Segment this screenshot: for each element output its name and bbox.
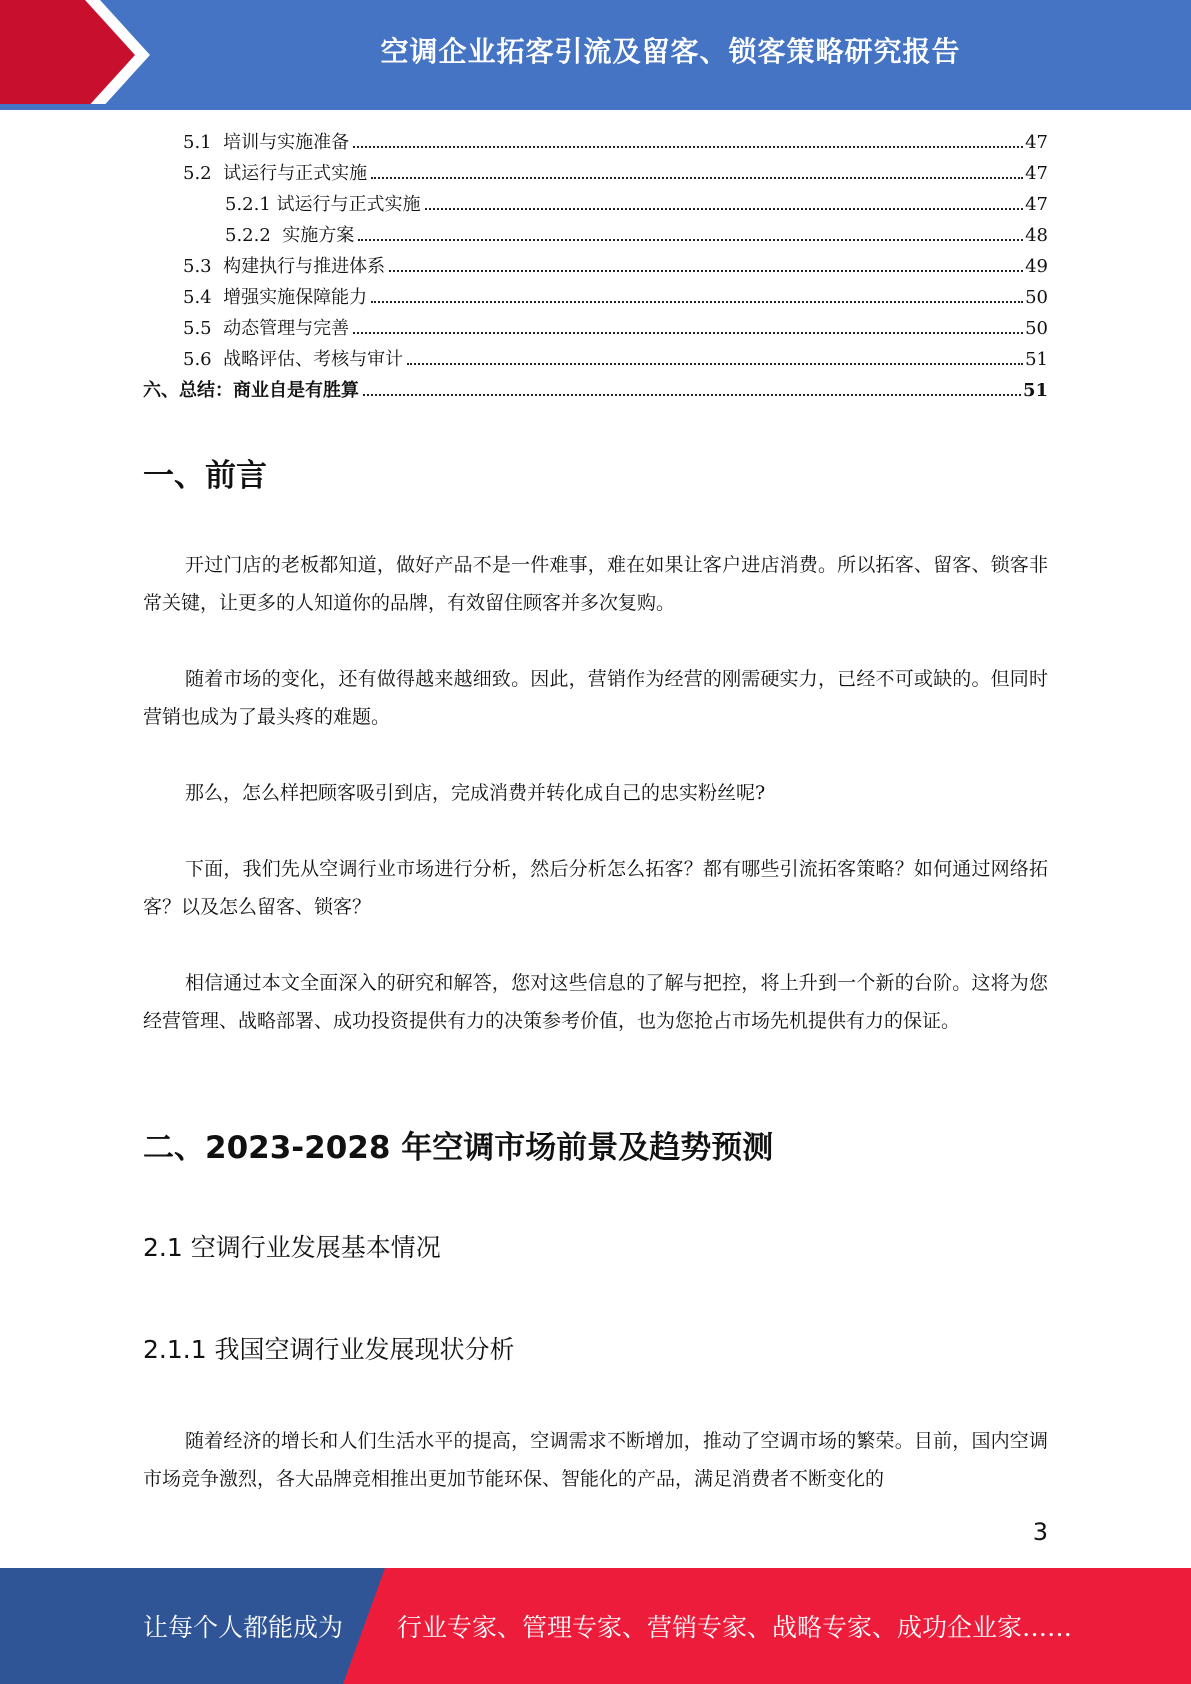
toc-label: 试运行与正式实施 — [223, 163, 368, 184]
toc-entry-5-1[interactable] — [143, 127, 1048, 158]
toc-page-number: 50 — [1025, 287, 1048, 308]
toc-number: 5.2.2 — [225, 225, 283, 246]
toc-leader-dots — [389, 269, 1023, 272]
toc-label: 构建执行与推进体系 — [223, 256, 386, 277]
toc-entry-5-5[interactable] — [143, 313, 1048, 344]
toc-number: 5.3 — [183, 256, 224, 277]
header-title: 空调企业拓客引流及留客、锁客策略研究报告 — [380, 35, 961, 68]
toc-page-number: 50 — [1025, 318, 1048, 339]
toc-page-number: 47 — [1025, 163, 1048, 184]
paragraph: 相信通过本文全面深入的研究和解答，您对这些信息的了解与把控，将上升到一个新的台阶。这将为您经营管理、战略部署、成功投资提供有力的决策参考价值，也为您抢占市场先机提供有力的保证。 — [143, 972, 1048, 1032]
table-of-contents — [143, 127, 1048, 406]
paragraph: 随着市场的变化，还有做得越来越细致。因此，营销作为经营的刚需硬实力，已经不可或缺的。但同时营销也成为了最头疼的难题。 — [143, 668, 1048, 728]
toc-page-number: 47 — [1025, 194, 1048, 215]
toc-number: 5.6 — [183, 349, 224, 370]
toc-label: 动态管理与完善 — [223, 318, 350, 339]
toc-leader-dots — [407, 362, 1023, 365]
toc-entry-5-2-2[interactable] — [143, 220, 1048, 251]
toc-number: 5.4 — [183, 287, 224, 308]
toc-page-number: 49 — [1025, 256, 1048, 277]
toc-leader-dots — [425, 207, 1024, 210]
page-footer — [0, 1568, 1191, 1684]
section-heading-market-forecast: 二、2023-2028 年空调市场前景及趋势预测 — [143, 1130, 774, 1166]
toc-leader-dots — [353, 331, 1023, 334]
toc-entry-5-2[interactable] — [143, 158, 1048, 189]
toc-entry-5-2-1[interactable] — [143, 189, 1048, 220]
toc-leader-dots — [358, 238, 1023, 241]
toc-page-number: 51 — [1022, 380, 1048, 401]
toc-leader-dots — [371, 300, 1023, 303]
toc-page-number: 48 — [1025, 225, 1048, 246]
toc-page-number: 51 — [1025, 349, 1048, 370]
toc-entry-5-3[interactable] — [143, 251, 1048, 282]
toc-label: 战略评估、考核与审计 — [223, 349, 404, 370]
toc-label: 培训与实施准备 — [223, 132, 350, 153]
toc-number: 5.2 — [183, 163, 224, 184]
toc-entry-6[interactable] — [143, 375, 1048, 406]
section-heading-preface: 一、前言 — [143, 458, 267, 494]
page-header — [0, 0, 1191, 110]
subsection-heading: 2.1 空调行业发展基本情况 — [143, 1233, 441, 1262]
footer-slogan-left: 让每个人都能成为 — [143, 1613, 344, 1642]
toc-number: 5.1 — [183, 132, 224, 153]
header-bottom-edge — [0, 104, 1191, 110]
toc-leader-dots — [353, 145, 1023, 148]
toc-entry-5-6[interactable] — [143, 344, 1048, 375]
paragraph: 那么，怎么样把顾客吸引到店，完成消费并转化成自己的忠实粉丝呢? — [185, 782, 766, 804]
toc-label: 试运行与正式实施 — [276, 194, 421, 215]
toc-number: 5.5 — [183, 318, 224, 339]
toc-label: 六、总结：商业自是有胜算 — [143, 380, 359, 401]
toc-entry-5-4[interactable] — [143, 282, 1048, 313]
toc-label: 增强实施保障能力 — [223, 287, 368, 308]
footer-slogan-right: 行业专家、管理专家、营销专家、战略专家、成功企业家…… — [397, 1613, 1073, 1642]
subsection-heading: 2.1.1 我国空调行业发展现状分析 — [143, 1335, 515, 1364]
paragraph: 随着经济的增长和人们生活水平的提高，空调需求不断增加，推动了空调市场的繁荣。目前，国内空调市场竞争激烈，各大品牌竞相推出更加节能环保、智能化的产品，满足消费者不断变化的 — [143, 1430, 1048, 1490]
toc-page-number: 47 — [1025, 132, 1048, 153]
toc-leader-dots — [363, 393, 1021, 396]
paragraph: 下面，我们先从空调行业市场进行分析，然后分析怎么拓客？都有哪些引流拓客策略？如何通过网络拓客？以及怎么留客、锁客？ — [143, 858, 1048, 918]
page-number: 3 — [1032, 1518, 1048, 1546]
toc-number: 5.2.1 — [225, 194, 277, 215]
paragraph: 开过门店的老板都知道，做好产品不是一件难事，难在如果让客户进店消费。所以拓客、留客、锁客非常关键，让更多的人知道你的品牌，有效留住顾客并多次复购。 — [143, 554, 1048, 614]
toc-leader-dots — [371, 176, 1023, 179]
toc-label: 实施方案 — [282, 225, 355, 246]
